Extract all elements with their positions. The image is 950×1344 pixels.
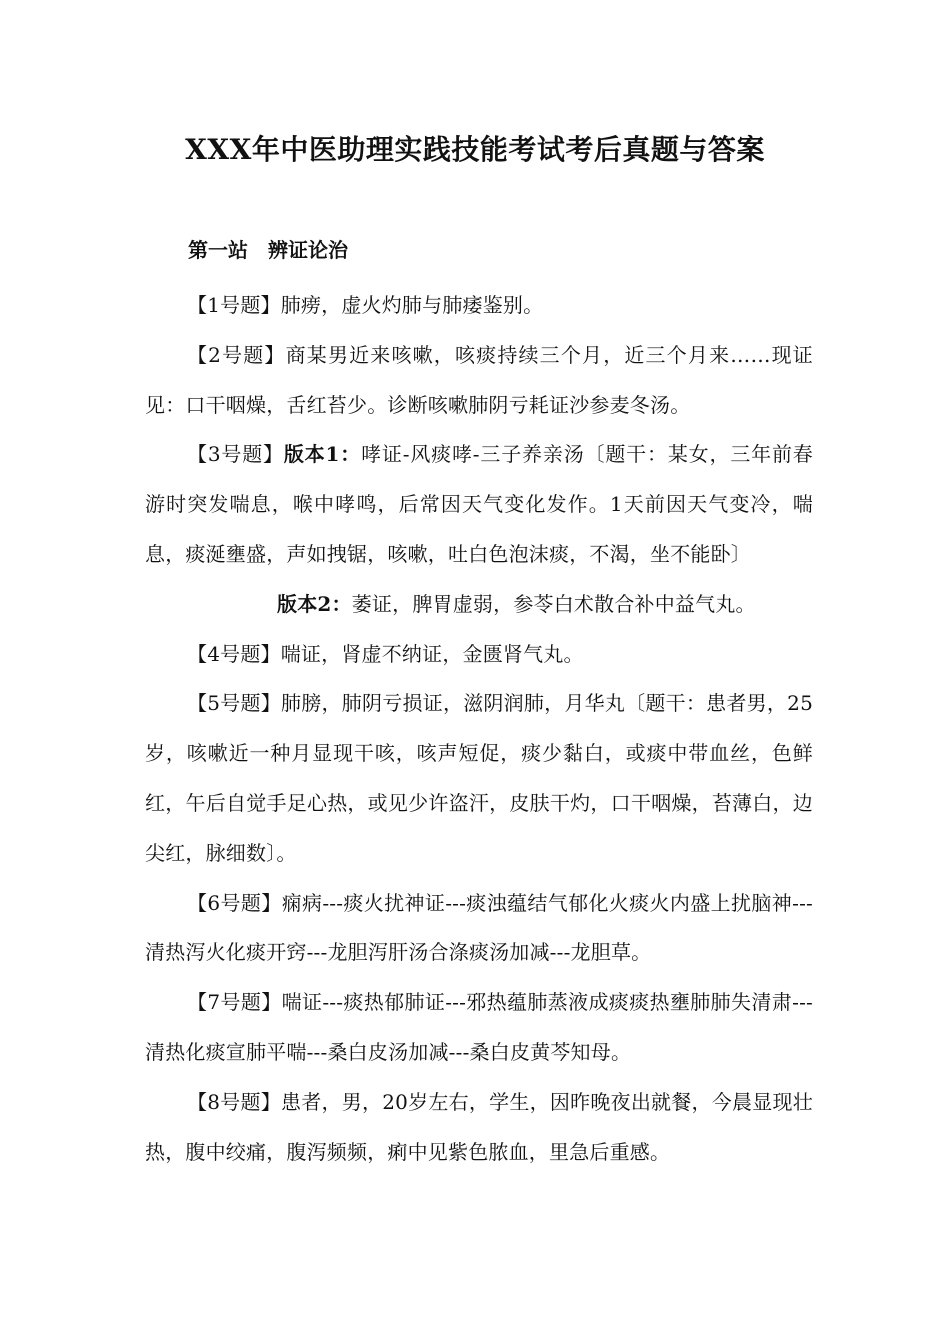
question-label: 【5号题】 <box>187 691 281 716</box>
question-label: 【6号题】 <box>187 890 282 915</box>
question-8 <box>145 1078 813 1178</box>
question-text: 喘证---痰热郁肺证---邪热蕴肺蒸液成痰痰热壅肺肺失清肃---清热化痰宣肺平喘---桑白皮汤加减---桑白皮黄芩知母。 <box>145 990 813 1064</box>
question-label: 【4号题】 <box>187 641 281 666</box>
version-label: 版本2： <box>277 591 352 616</box>
question-label: 【8号题】 <box>187 1089 281 1114</box>
document-title: XXX年中医助理实践技能考试考后真题与答案 <box>185 133 765 166</box>
question-label: 【2号题】 <box>187 342 286 367</box>
version-label: 版本1： <box>283 442 362 467</box>
question-text: 痫病---痰火扰神证---痰浊蕴结气郁化火痰火内盛上扰脑神---清热泻火化痰开窍---龙胆泻肝汤合涤痰汤加减---龙胆草。 <box>145 890 813 965</box>
section-topic: 辨证论治 <box>268 238 348 262</box>
question-text: 萎证，脾胃虚弱，参苓白术散合补中益气丸。 <box>351 591 756 616</box>
question-7 <box>145 978 813 1078</box>
question-1 <box>145 281 813 331</box>
document-body <box>145 281 813 1177</box>
question-text: 肺痨，虚火灼肺与肺痿鉴别。 <box>280 293 544 317</box>
section-station: 第一站 <box>188 238 248 262</box>
question-label: 【7号题】 <box>187 990 282 1015</box>
question-text: 商某男近来咳嗽，咳痰持续三个月，近三个月来……现证见：口干咽燥，舌红苔少。诊断咳嗽肺阴亏耗证沙参麦冬汤。 <box>145 342 813 417</box>
question-text: 喘证，肾虚不纳证，金匮肾气丸。 <box>280 641 584 666</box>
question-text: 哮证-风痰哮-三子养亲汤〔题干：某女，三年前春游时突发喘息，喉中哮鸣，后常因天气变化发作。1天前因天气变冷，喘息，痰涎壅盛，声如拽锯，咳嗽，吐白色泡沫痰，不渴，坐不能卧〕 <box>145 442 813 566</box>
question-5 <box>145 679 813 878</box>
question-3-version-2 <box>145 580 813 630</box>
question-6 <box>145 879 813 979</box>
question-3 <box>145 430 813 579</box>
section-heading <box>188 235 348 265</box>
question-label: 【1号题】 <box>187 293 281 317</box>
question-4 <box>145 630 813 680</box>
question-text: 患者，男，20岁左右，学生，因昨晚夜出就餐，今晨显现壮热，腹中绞痛，腹泻频频，痢中见紫色脓血，里急后重感。 <box>145 1089 813 1164</box>
question-text: 肺膀，肺阴亏损证，滋阴润肺，月华丸〔题干：患者男，25岁，咳嗽近一种月显现干咳，咳声短促，痰少黏白，或痰中带血丝，色鲜红，午后自觉手足心热，或见少许盗汗，皮肤干灼，口干咽燥，苔薄白，边尖红，脉细数〕。 <box>145 691 813 865</box>
question-label: 【3号题】 <box>187 442 284 467</box>
question-2 <box>145 331 813 431</box>
